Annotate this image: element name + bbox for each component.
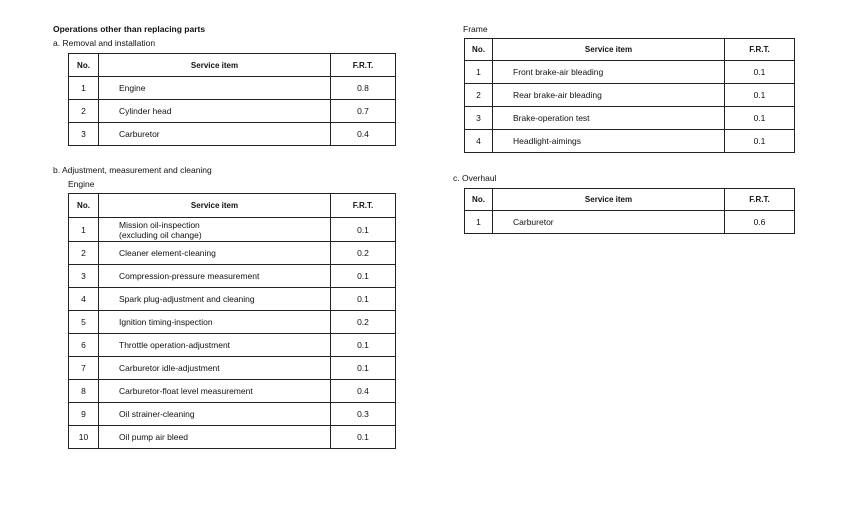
section-b-subheading: Engine (68, 179, 95, 189)
row-no: 5 (69, 311, 99, 334)
col-no-header: No. (69, 194, 99, 218)
table-row (69, 334, 396, 357)
table-row (69, 426, 396, 449)
table-header-row (69, 194, 396, 218)
row-service-item: Oil strainer-cleaning (99, 403, 331, 426)
row-service-item: Front brake-air bleading (493, 61, 725, 84)
row-no: 9 (69, 403, 99, 426)
section-b-heading: b. Adjustment, measurement and cleaning (53, 165, 212, 175)
table-row (69, 380, 396, 403)
row-frt: 0.1 (725, 130, 795, 153)
table-row (69, 288, 396, 311)
col-service-item-header: Service item (493, 39, 725, 61)
row-no: 2 (69, 242, 99, 265)
col-no-header: No. (465, 189, 493, 211)
table-row (465, 61, 795, 84)
row-service-item: Carburetor-float level measurement (99, 380, 331, 403)
page-title: Operations other than replacing parts (53, 24, 206, 34)
table-row (69, 100, 396, 123)
section-c-heading: c. Overhaul (453, 173, 497, 183)
row-frt: 0.3 (331, 403, 396, 426)
col-frt-header: F.R.T. (331, 194, 396, 218)
row-frt: 0.1 (725, 107, 795, 130)
row-service-item: Compression-pressure measurement (99, 265, 331, 288)
row-no: 4 (465, 130, 493, 153)
table-row (465, 107, 795, 130)
row-no: 2 (465, 84, 493, 107)
row-no: 10 (69, 426, 99, 449)
row-frt: 0.8 (331, 77, 396, 100)
table-row (69, 265, 396, 288)
row-frt: 0.1 (331, 357, 396, 380)
row-no: 1 (69, 77, 99, 100)
row-frt: 0.1 (725, 61, 795, 84)
table-frame (464, 38, 795, 153)
row-service-item: Oil pump air bleed (99, 426, 331, 449)
row-service-item: Carburetor idle-adjustment (99, 357, 331, 380)
table-row (69, 123, 396, 146)
row-service-item: Brake-operation test (493, 107, 725, 130)
table-header-row (465, 189, 795, 211)
row-frt: 0.1 (331, 334, 396, 357)
row-no: 4 (69, 288, 99, 311)
row-service-item: Mission oil-inspection (excluding oil change) (99, 218, 331, 242)
section-a-heading: a. Removal and installation (53, 38, 156, 48)
table-removal-installation (68, 53, 396, 146)
row-frt: 0.1 (725, 84, 795, 107)
table-overhaul (464, 188, 795, 234)
row-service-item: Carburetor (493, 211, 725, 234)
row-service-item: Engine (99, 77, 331, 100)
row-service-item: Throttle operation-adjustment (99, 334, 331, 357)
row-no: 3 (69, 123, 99, 146)
row-frt: 0.2 (331, 311, 396, 334)
col-no-header: No. (465, 39, 493, 61)
row-service-item: Rear brake-air bleading (493, 84, 725, 107)
row-no: 3 (465, 107, 493, 130)
table-row (69, 357, 396, 380)
row-frt: 0.1 (331, 265, 396, 288)
table-row (69, 403, 396, 426)
row-service-item: Ignition timing-inspection (99, 311, 331, 334)
row-service-item: Cylinder head (99, 100, 331, 123)
row-frt: 0.1 (331, 218, 396, 242)
row-no: 1 (465, 211, 493, 234)
table-row (69, 242, 396, 265)
col-frt-header: F.R.T. (725, 189, 795, 211)
row-frt: 0.1 (331, 426, 396, 449)
row-no: 3 (69, 265, 99, 288)
table-row (465, 211, 795, 234)
row-frt: 0.6 (725, 211, 795, 234)
table-row (69, 77, 396, 100)
row-service-item: Spark plug-adjustment and cleaning (99, 288, 331, 311)
row-no: 7 (69, 357, 99, 380)
frame-heading: Frame (463, 24, 488, 34)
row-no: 2 (69, 100, 99, 123)
table-header-row (465, 39, 795, 61)
row-frt: 0.2 (331, 242, 396, 265)
table-adjustment-engine (68, 193, 396, 449)
row-frt: 0.7 (331, 100, 396, 123)
row-no: 1 (69, 218, 99, 242)
table-row (465, 84, 795, 107)
table-row (465, 130, 795, 153)
row-no: 8 (69, 380, 99, 403)
table-row (69, 218, 396, 242)
table-row (69, 311, 396, 334)
col-no-header: No. (69, 54, 99, 77)
table-header-row (69, 54, 396, 77)
col-service-item-header: Service item (99, 194, 331, 218)
row-no: 6 (69, 334, 99, 357)
row-frt: 0.4 (331, 123, 396, 146)
row-service-item: Cleaner element-cleaning (99, 242, 331, 265)
row-frt: 0.4 (331, 380, 396, 403)
col-service-item-header: Service item (99, 54, 331, 77)
col-frt-header: F.R.T. (725, 39, 795, 61)
row-service-item: Headlight-aimings (493, 130, 725, 153)
col-frt-header: F.R.T. (331, 54, 396, 77)
row-service-item: Carburetor (99, 123, 331, 146)
row-frt: 0.1 (331, 288, 396, 311)
row-no: 1 (465, 61, 493, 84)
col-service-item-header: Service item (493, 189, 725, 211)
